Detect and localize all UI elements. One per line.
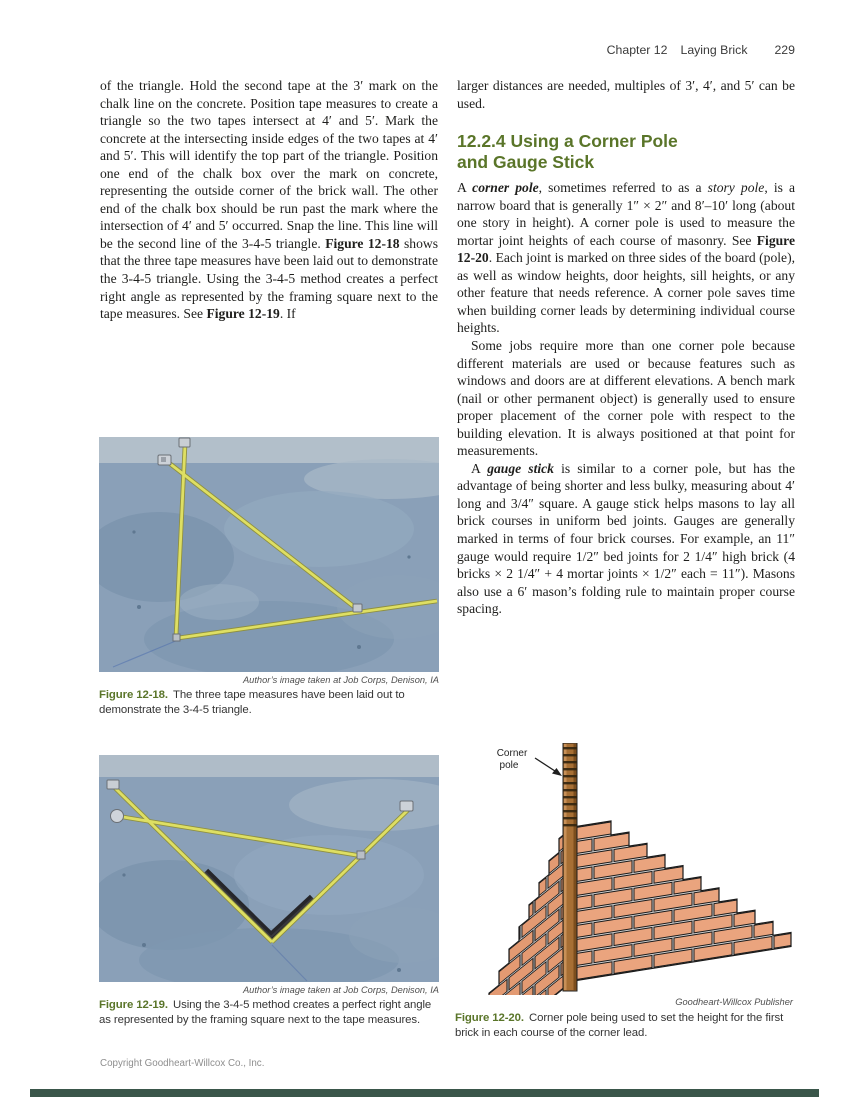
figure-12-20-caption: [455, 1011, 793, 1040]
callout-text-line1: Corner: [496, 748, 528, 759]
figure-12-19-credit: Author’s image taken at Job Corps, Denison, IA: [242, 985, 439, 995]
running-head: [457, 43, 795, 57]
paragraph: A corner pole, sometimes referred to as a story pole, is a narrow board that is generally 1″ × 2″ and 8′–10′ long (about one story in height). A corner pole is used to measure the mortar joint heights of each course of masonry. See Figure 12-20. Each joint is marked on three sides of the board (pole), as well as window heights, door heights, sill heights, or any other feature that needs reference. A corner pole saves time when building corner leads by determining individual course heights.: [457, 180, 796, 336]
brick-wall-left: [459, 827, 573, 995]
paragraph-continuation: larger distances are needed, multiples of 3′, 4′, and 5′ can be used.: [457, 78, 795, 111]
running-head-title: Laying Brick: [680, 43, 748, 57]
figure-12-19-caption-text: Using the 3-4-5 method creates a perfect right angle as represented by the framing square next to the tape measures.: [99, 999, 432, 1026]
figure-12-18-caption-text: The three tape measures have been laid out to demonstrate the 3-4-5 triangle.: [99, 689, 405, 716]
figure-12-18-label: Figure 12-18.: [99, 689, 168, 701]
left-column: [100, 77, 438, 323]
figure-12-18-photo: [99, 437, 439, 672]
brick-wall-right: [573, 792, 791, 981]
callout-text-line2: pole: [499, 760, 519, 771]
figure-12-19-photo: [99, 755, 439, 982]
corner-pole-callout: [497, 748, 562, 776]
figure-12-19-caption: [99, 998, 439, 1027]
photo-framing-square: [99, 755, 439, 982]
figure-12-18-credit: Author’s image taken at Job Corps, Denison, IA: [242, 675, 439, 685]
paragraph: A gauge stick is similar to a corner pole, but has the advantage of being shorter and less bulky, measuring about 4′ long and 3/4″ square. A gauge stick helps masons to lay all brick courses in uniform bed joints. Gauges are generally marked in terms of four brick courses. For example, an 11″ gauge would require 1/2″ bed joints for 2 1/4″ high brick (4 bricks × 2 1/4″ + 4 mortar joints × 1/2″ each = 11″). Masons also use a 6′ mason’s folding rule to maintain proper course spacing.: [457, 460, 796, 617]
corner-pole: [563, 743, 577, 991]
paragraph: Some jobs require more than one corner pole because different materials are used or because features such as windows and doors are at different elevations. A bench mark (nail or other permanent object) is generally used to ensure proper placement of the corner pole with respect to the building elevation. It is always positioned at that point for measurements.: [457, 338, 795, 459]
corner-pole-drawing: [455, 743, 795, 995]
section-heading: [457, 131, 795, 173]
figure-12-19-label: Figure 12-19.: [99, 999, 168, 1011]
section-heading-line2: and Gauge Stick: [457, 152, 595, 173]
figure-12-20-caption-text: Corner pole being used to set the height for the first brick in each course of the corner lead.: [455, 1012, 784, 1039]
photo-tapes-triangle: [99, 437, 439, 672]
section-heading-line1: 12.2.4 Using a Corner Pole: [457, 131, 678, 152]
figure-12-20-illustration: [455, 743, 795, 995]
figure-12-18-caption: [99, 688, 439, 717]
figure-12-20-label: Figure 12-20.: [455, 1012, 524, 1024]
footer-rule: [30, 1089, 819, 1097]
copyright-notice: Copyright Goodheart-Willcox Co., Inc.: [100, 1058, 265, 1069]
paragraph: of the triangle. Hold the second tape at the 3′ mark on the chalk line on the concrete. Position tape measures to create a triangle so the two tapes intersect at 4′ and 5′. Mark the concrete at the intersecting inside edges of the two tapes at 4′ and 5′. This will identify the top part of the triangle. Position one end of the chalk box over the mark on concrete, representing the outside corner of the brick wall. The other end of the chalk box should be run past the mark where the intersection of 4′ and 5′ occurred. Snap the line. This line will be the second line of the 3-4-5 triangle. Figure 12-18 shows that the three tape measures have been laid out to demonstrate the 3-4-5 triangle. Using the 3-4-5 method creates a perfect right angle as represented by the framing square next to the tape measures. See Figure 12-19. If: [100, 78, 438, 322]
running-head-chapter: Chapter 12: [606, 43, 668, 57]
right-column: [457, 77, 795, 618]
page-number: 229: [774, 43, 795, 57]
figure-12-20-credit: Goodheart-Willcox Publisher: [675, 997, 793, 1007]
